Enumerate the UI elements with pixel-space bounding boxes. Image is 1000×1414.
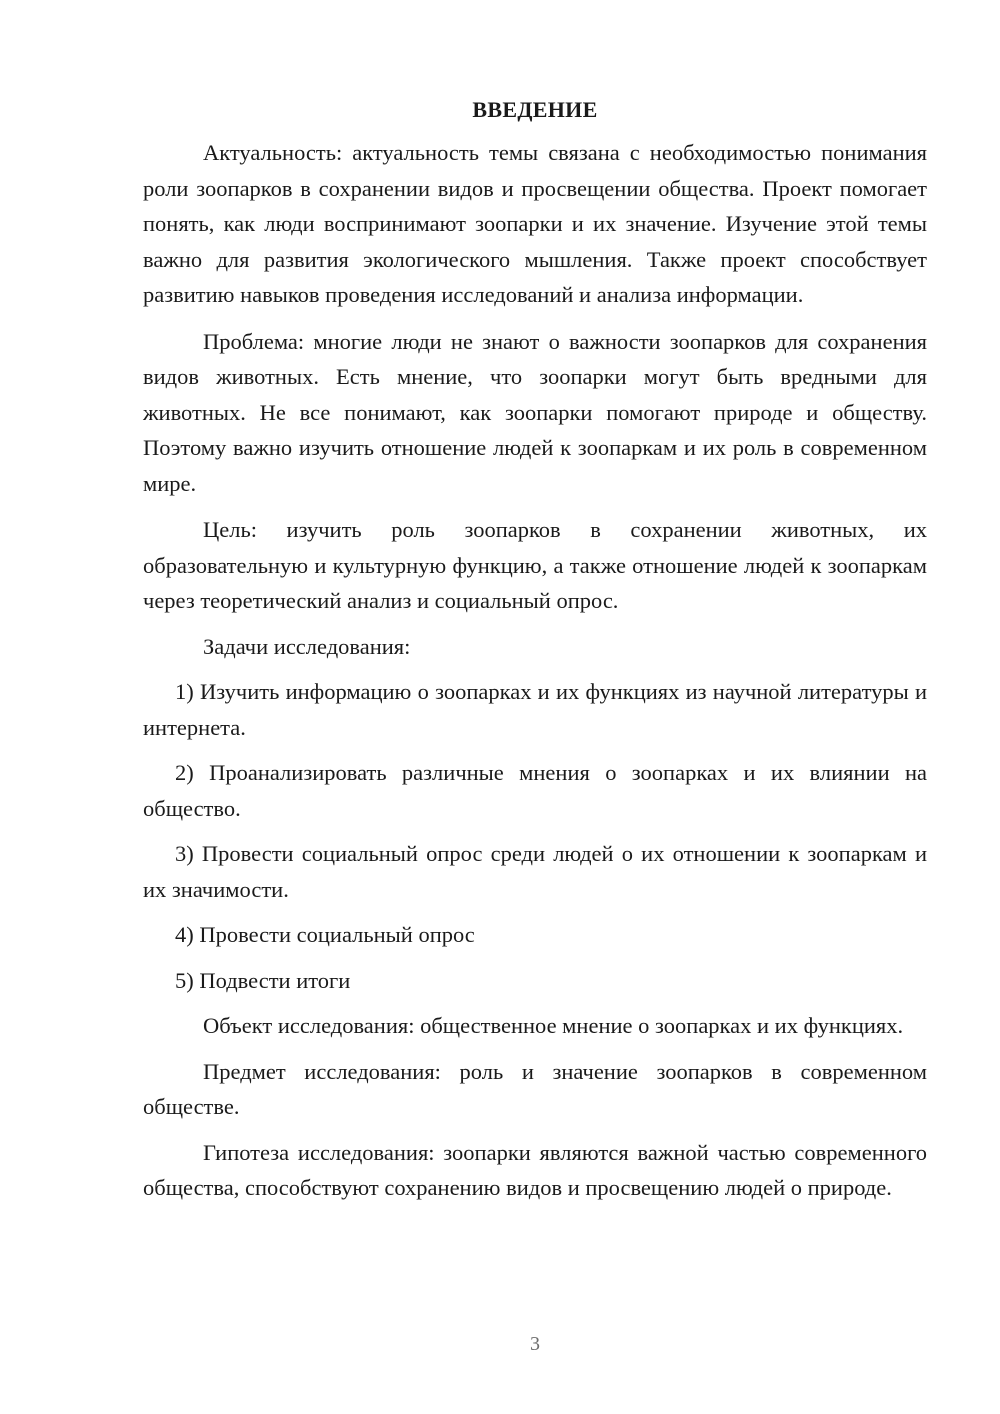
goal-paragraph: Цель: изучить роль зоопарков в сохранении животных, их образовательную и культурную функцию, а также отношение людей к зоопаркам через теоретический анализ и социальный опрос. xyxy=(143,517,927,613)
tasks-heading: Задачи исследования: xyxy=(203,633,411,659)
page-title: ВВЕДЕНИЕ xyxy=(472,97,598,122)
list-item: 3) Провести социальный опрос среди людей о их отношении к зоопаркам и их значимости. xyxy=(143,841,927,902)
list-item: 4) Провести социальный опрос xyxy=(175,922,475,947)
list-item: 5) Подвести итоги xyxy=(175,967,351,993)
list-item: 1) Изучить информацию о зоопарках и их функциях из научной литературы и интернета. xyxy=(143,679,927,740)
object-paragraph: Объект исследования: общественное мнение о зоопарках и их функциях. xyxy=(203,1013,904,1038)
hypothesis-paragraph: Гипотеза исследования: зоопарки являются важной частью современного общества, способствуют сохранению видов и просвещению людей о природе. xyxy=(143,1139,927,1200)
tasks-list xyxy=(143,674,927,998)
relevance-paragraph: Актуальность: актуальность темы связана с необходимостью понимания роли зоопарков в сохранении видов и просвещении общества. Проект помогает понять, как люди воспринимают зоопарки и их значение. Изучение этой темы важно для развития экологического мышления. Также проект способствует развитию навыков проведения исследований и анализа информации. xyxy=(143,140,927,307)
subject-paragraph: Предмет исследования: роль и значение зоопарков в современном обществе. xyxy=(143,1058,927,1119)
document-body xyxy=(143,94,927,1206)
list-item: 2) Проанализировать различные мнения о зоопарках и их влиянии на общество. xyxy=(143,760,927,821)
page-number: 3 xyxy=(530,1333,540,1355)
problem-paragraph: Проблема: многие люди не знают о важности зоопарков для сохранения видов животных. Есть мнение, что зоопарки могут быть вредными для животных. Не все понимают, как зоопарки помогают природе и обществу. Поэтому важно изучить отношение людей к зоопаркам и их роль в современном мире. xyxy=(143,328,927,496)
